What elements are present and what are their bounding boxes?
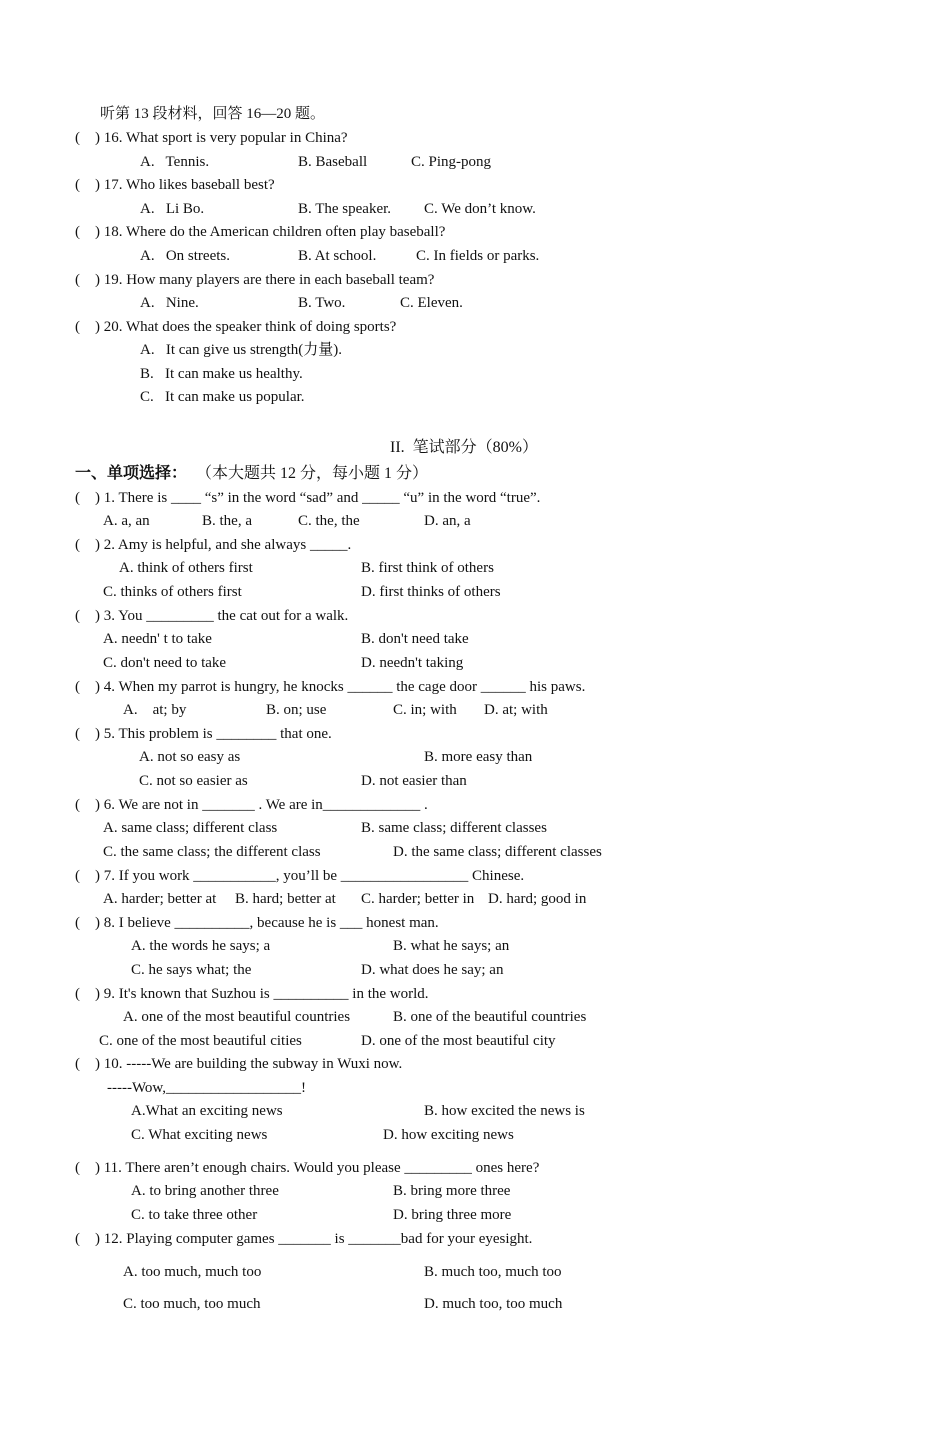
option-11a: A. to bring another three [131,1183,279,1199]
option-1c: C. the, the [298,513,360,529]
listening-intro: 听第 13 段材料，回答 16—20 题。 [100,106,326,122]
option-2b: B. first think of others [361,560,494,576]
option-17a: A. Li Bo. [140,201,205,217]
option-2c: C. thinks of others first [103,584,242,600]
option-18b: B. At school. [298,248,377,264]
option-16c: C. Ping-pong [411,154,492,170]
option-12b: B. much too, much too [424,1264,562,1280]
option-3c: C. don't need to take [103,655,227,671]
option-5c: C. not so easier as [139,773,248,789]
option-20c: C. It can make us popular. [140,389,305,405]
section-note: （本大题共 12 分，每小题 1 分） [196,465,429,482]
option-17c: C. We don’t know. [424,201,536,217]
option-8d: D. what does he say; an [361,962,504,978]
option-8a: A. the words he says; a [131,938,271,954]
question-2: ( ) 2. Amy is helpful, and she always _____. [75,537,352,553]
option-10c: C. What exciting news [131,1127,268,1143]
option-2d: D. first thinks of others [361,584,501,600]
question-12: ( ) 12. Playing computer games _______ is _______bad for your eyesight. [75,1231,533,1247]
option-2a: A. think of others first [119,560,253,576]
option-12d: D. much too, too much [424,1296,563,1312]
option-4d: D. at; with [484,702,548,718]
option-12c: C. too much, too much [123,1296,261,1312]
question-10-reply: -----Wow,__________________! [107,1080,307,1096]
question-10: ( ) 10. -----We are building the subway in Wuxi now. [75,1056,403,1072]
option-9a: A. one of the most beautiful countries [123,1009,351,1025]
option-7d: D. hard; good in [488,891,587,907]
option-3a: A. needn' t to take [103,631,212,647]
question-9: ( ) 9. It's known that Suzhou is __________ in the world. [75,986,429,1002]
question-7: ( ) 7. If you work ___________, you’ll be _________________ Chinese. [75,868,525,884]
option-4a: A. at; by [123,702,187,718]
question-5: ( ) 5. This problem is ________ that one. [75,726,332,742]
option-7b: B. hard; better at [235,891,336,907]
option-6d: D. the same class; different classes [393,844,602,860]
option-8b: B. what he says; an [393,938,510,954]
question-4: ( ) 4. When my parrot is hungry, he knocks ______ the cage door ______ his paws. [75,679,586,695]
option-11d: D. bring three more [393,1207,512,1223]
option-9b: B. one of the beautiful countries [393,1009,587,1025]
option-7a: A. harder; better at [103,891,217,907]
question-19: ( ) 19. How many players are there in each baseball team? [75,272,435,288]
written-part-title: II. 笔试部分（80%） [390,439,538,456]
option-4c: C. in; with [393,702,457,718]
option-1a: A. a, an [103,513,150,529]
option-18c: C. In fields or parks. [416,248,540,264]
option-10b: B. how excited the news is [424,1103,585,1119]
option-10a: A.What an exciting news [131,1103,283,1119]
option-19a: A. Nine. [140,295,199,311]
option-10d: D. how exciting news [383,1127,514,1143]
question-18: ( ) 18. Where do the American children often play baseball? [75,224,446,240]
option-7c: C. harder; better in [361,891,475,907]
option-6b: B. same class; different classes [361,820,547,836]
question-1: ( ) 1. There is ____ “s” in the word “sad” and _____ “u” in the word “true”. [75,490,541,506]
option-20b: B. It can make us healthy. [140,366,303,382]
question-3: ( ) 3. You _________ the cat out for a walk. [75,608,349,624]
option-4b: B. on; use [266,702,327,718]
option-3d: D. needn't taking [361,655,464,671]
section-title: 一、单项选择： [75,465,188,482]
option-5a: A. not so easy as [139,749,241,765]
question-17: ( ) 17. Who likes baseball best? [75,177,275,193]
option-6c: C. the same class; the different class [103,844,321,860]
option-18a: A. On streets. [140,248,230,264]
question-8: ( ) 8. I believe __________, because he is ___ honest man. [75,915,439,931]
option-20a: A. It can give us strength(力量). [140,342,343,358]
option-1d: D. an, a [424,513,471,529]
option-19c: C. Eleven. [400,295,463,311]
option-19b: B. Two. [298,295,346,311]
option-6a: A. same class; different class [103,820,278,836]
question-16: ( ) 16. What sport is very popular in China? [75,130,348,146]
option-12a: A. too much, much too [123,1264,262,1280]
option-17b: B. The speaker. [298,201,392,217]
option-11c: C. to take three other [131,1207,258,1223]
option-11b: B. bring more three [393,1183,511,1199]
option-1b: B. the, a [202,513,252,529]
option-16a: A. Tennis. [140,154,210,170]
question-6: ( ) 6. We are not in _______ . We are in_____________ . [75,797,428,813]
question-20: ( ) 20. What does the speaker think of doing sports? [75,319,397,335]
option-9d: D. one of the most beautiful city [361,1033,556,1049]
option-5d: D. not easier than [361,773,467,789]
option-16b: B. Baseball [298,154,368,170]
option-9c: C. one of the most beautiful cities [99,1033,302,1049]
option-5b: B. more easy than [424,749,533,765]
question-11: ( ) 11. There aren’t enough chairs. Would you please _________ ones here? [75,1160,540,1176]
option-8c: C. he says what; the [131,962,252,978]
option-3b: B. don't need take [361,631,469,647]
